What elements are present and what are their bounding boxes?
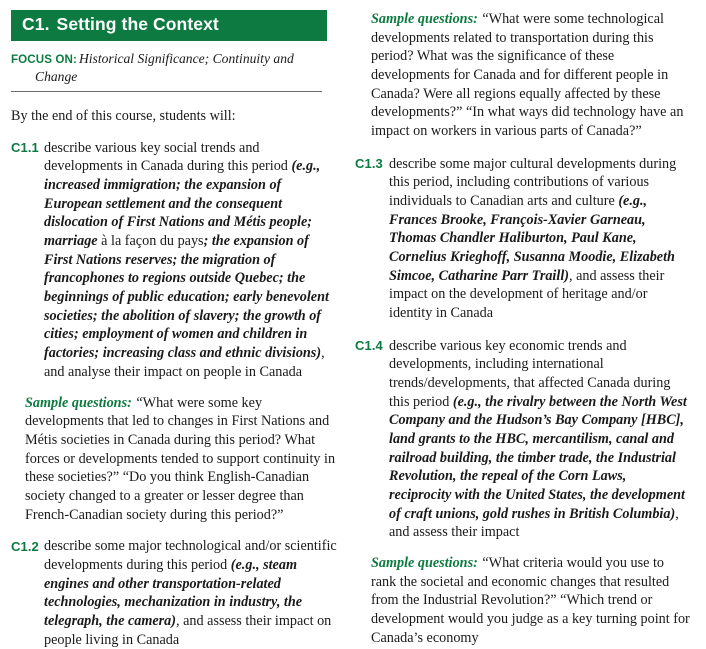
strand-title: Setting the Context	[56, 14, 219, 34]
expectation-c1-2	[11, 537, 338, 649]
strand-code: C1.	[22, 14, 50, 34]
expectation-code: C1.1	[11, 140, 39, 156]
sample-questions-c1-4	[371, 554, 692, 647]
expectation-code: C1.4	[355, 338, 383, 354]
expectation-code: C1.3	[355, 156, 383, 172]
expectation-text-part2: , and analyse their impact on people in Canada	[44, 345, 325, 380]
left-column	[0, 0, 353, 648]
intro-line: By the end of this course, students will:	[11, 108, 236, 125]
expectation-text-part1: describe various key social trends and developments in Canada during this period	[44, 139, 292, 175]
sample-questions-text: “What were some key developments that led to changes in First Nations and Métis societies in Canada during this period? What forces or developments tended to support continuity in these societies?” “Do you think English-Canadian society changed to a greater or lesser degree than French-Canadian society during this period?”	[25, 394, 336, 523]
sample-questions-text: “What were some technological developments related to transportation during this period? What was the significance of these developments for Canada and for different people in Canada? Were all regions equally affected by these developments?” “In what ways did technology have an impact on workers in various parts of Canada?”	[371, 11, 684, 140]
strand-header	[11, 10, 327, 41]
expectation-text-part2: , and assess their impact on people living in Canada	[44, 612, 332, 648]
expectation-examples-mid: à la façon du pays	[101, 233, 204, 250]
sample-questions-label: Sample questions:	[371, 11, 478, 27]
sample-questions-label: Sample questions:	[25, 394, 132, 411]
expectation-examples-1: (e.g., steam engines and other transportation-related technologies, mechanization in industry, the telegraph, the camera)	[44, 556, 303, 629]
expectation-examples-1: (e.g., the rivalry between the North West Company and the Hudson’s Bay Company [HBC], land grants to the HBC, mercantilism, canal and railroad building, the timber trade, the Industrial Revolution, the repeal of the Corn Laws, reciprocity with the United States, the development of craft unions, gold rushes in British Columbia)	[389, 393, 687, 522]
focus-on-label: FOCUS ON:	[11, 52, 77, 66]
expectation-examples-2: ; the expansion of First Nations reserves; the migration of francophones to regions outside Quebec; the beginnings of public education; early benevolent societies; the abolition of slavery; the growth of cities; employment of women and children in factories; increasing class and ethnic divisions)	[44, 233, 329, 362]
expectation-c1-3	[355, 155, 692, 323]
expectation-text-part1: describe some major technological and/or scientific developments during this period	[44, 538, 337, 573]
sample-questions-text: “What criteria would you use to rank the societal and economic changes that resulted from the Industrial Revolution?” “Which trend or development would you judge as a key turning point for Canada’s economy	[371, 555, 690, 646]
focus-on-line	[11, 50, 322, 86]
right-column	[353, 0, 706, 644]
expectation-text-part2: , and assess their impact on the development of heritage and/or identity in Canada	[389, 267, 665, 322]
sample-questions-c1-1	[25, 394, 338, 525]
focus-on-block	[11, 50, 322, 92]
expectation-text-part1: describe some major cultural developments during this period, including contributions of various individuals to Canadian arts and culture	[389, 155, 677, 210]
sample-questions-c1-2	[371, 10, 692, 141]
focus-on-text: Historical Significance; Continuity and Change	[35, 50, 294, 84]
expectation-c1-4	[355, 337, 692, 542]
expectation-examples-1: (e.g., Frances Brooke, François-Xavier Garneau, Thomas Chandler Haliburton, Paul Kane, Cornelius Krieghoff, Susanna Moodie, Elizabeth Simcoe, Catharine Parr Traill)	[389, 193, 675, 284]
expectation-code: C1.2	[11, 538, 39, 554]
sample-questions-label: Sample questions:	[371, 555, 478, 572]
expectation-text-part1: describe various key economic trends and developments, including international trends/developments, that affected Canada during this period	[389, 337, 671, 410]
expectation-examples-1: (e.g., increased immigration; the expansion of European settlement and the consequent dislocation of First Nations and Métis people; marriage	[44, 158, 321, 250]
expectation-text-part2: , and assess their impact	[389, 505, 679, 541]
expectation-c1-1	[11, 139, 338, 382]
